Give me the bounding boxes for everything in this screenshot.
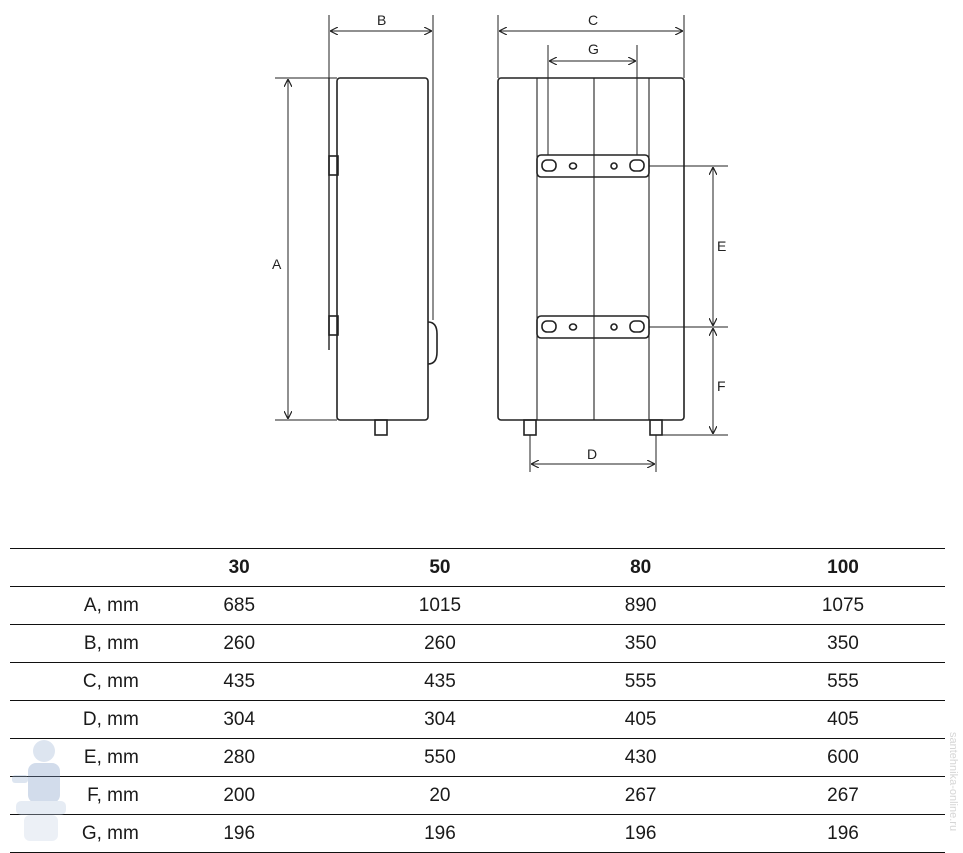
dimension-b <box>329 15 433 320</box>
table-cell: 600 <box>741 739 945 777</box>
side-view <box>329 78 437 435</box>
label-c: C <box>588 12 599 28</box>
label-g: G <box>588 41 599 57</box>
header-cell: 50 <box>340 549 541 587</box>
table-cell: 555 <box>540 663 741 701</box>
table-row <box>10 663 945 701</box>
table-cell: 405 <box>741 701 945 739</box>
lower-mounting-bar <box>537 316 649 338</box>
dimension-a <box>275 78 337 420</box>
table-cell: 435 <box>139 663 340 701</box>
table-cell: 405 <box>540 701 741 739</box>
side-view-control-knob <box>428 322 437 364</box>
table-cell: 350 <box>540 625 741 663</box>
label-f: F <box>717 378 726 394</box>
header-cell: 30 <box>139 549 340 587</box>
plumber-mascot-icon <box>8 735 78 847</box>
row-label: C, mm <box>10 663 139 701</box>
table-cell: 200 <box>139 777 340 815</box>
table-cell: 430 <box>540 739 741 777</box>
header-cell: 80 <box>540 549 741 587</box>
table-cell: 890 <box>540 587 741 625</box>
row-label: D, mm <box>10 701 139 739</box>
row-label: B, mm <box>10 625 139 663</box>
table-cell: 350 <box>741 625 945 663</box>
table-row <box>10 739 945 777</box>
site-watermark <box>936 730 959 850</box>
label-e: E <box>717 238 727 254</box>
dimension-g <box>548 45 637 155</box>
table-cell: 280 <box>139 739 340 777</box>
row-label: E, mm <box>10 739 139 777</box>
table-row <box>10 625 945 663</box>
table-cell: 1075 <box>741 587 945 625</box>
label-a: A <box>272 256 282 272</box>
table-row <box>10 701 945 739</box>
table-cell: 267 <box>540 777 741 815</box>
table-cell: 196 <box>741 815 945 853</box>
dimensions-table <box>10 548 945 853</box>
side-view-pipe <box>375 420 387 435</box>
header-cell <box>10 549 139 587</box>
row-label: A, mm <box>10 587 139 625</box>
table-cell: 267 <box>741 777 945 815</box>
label-b: B <box>377 12 387 28</box>
side-view-body <box>337 78 428 420</box>
label-d: D <box>587 446 598 462</box>
table-cell: 550 <box>340 739 541 777</box>
row-label: G, mm <box>10 815 139 853</box>
table-row <box>10 587 945 625</box>
row-label: F, mm <box>10 777 139 815</box>
watermark-text: santehnika-online.ru <box>947 732 959 832</box>
table-cell: 555 <box>741 663 945 701</box>
front-view-pipe-left <box>524 420 536 435</box>
table-cell: 435 <box>340 663 541 701</box>
front-view-pipe-right <box>650 420 662 435</box>
table-cell: 20 <box>340 777 541 815</box>
upper-mounting-bar <box>537 155 649 177</box>
table-cell: 196 <box>540 815 741 853</box>
table-header-row <box>10 549 945 587</box>
table-cell: 1015 <box>340 587 541 625</box>
table-cell: 260 <box>340 625 541 663</box>
table-row <box>10 777 945 815</box>
table-cell: 685 <box>139 587 340 625</box>
table-cell: 196 <box>139 815 340 853</box>
table-cell: 304 <box>340 701 541 739</box>
table-cell: 196 <box>340 815 541 853</box>
table-cell: 304 <box>139 701 340 739</box>
dimension-e-f <box>649 166 728 435</box>
front-view <box>498 78 684 435</box>
front-view-body <box>498 78 684 420</box>
table-cell: 260 <box>139 625 340 663</box>
table-row <box>10 815 945 853</box>
header-cell: 100 <box>741 549 945 587</box>
